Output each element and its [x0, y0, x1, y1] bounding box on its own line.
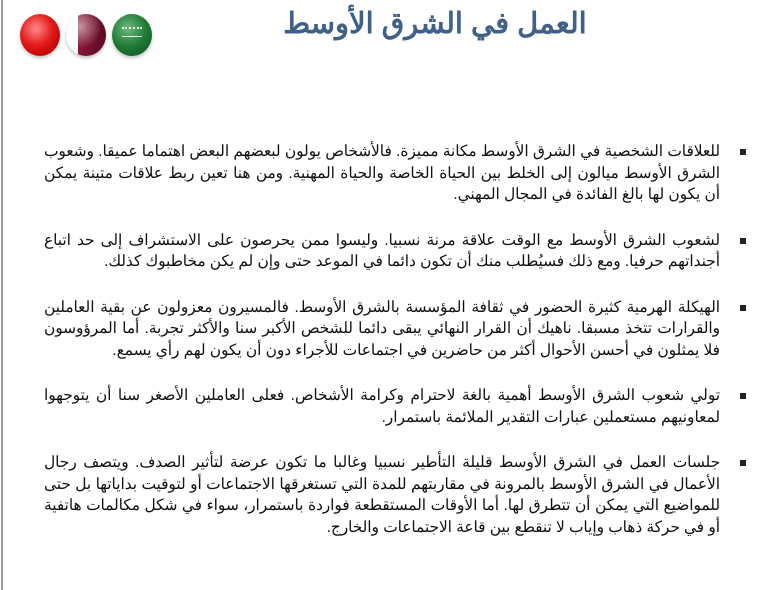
list-item-text: لشعوب الشرق الأوسط مع الوقت علاقة مرنة نسبيا. وليسوا ممن يحرصون على الاستشراف إلى حد اتباع أجنداتهم حرفيا. ومع ذلك فسيُطلب منك أن تكون دائما في الموعد حتى وإن لم يكن مخاطبوك كذلك.: [44, 231, 720, 270]
bullet-icon: [740, 305, 746, 311]
saudi-arabia-flag-icon: [112, 14, 152, 56]
list-item: [44, 297, 754, 362]
list-item-text: للعلاقات الشخصية في الشرق الأوسط مكانة مميزة. فالأشخاص يولون لبعضهم البعض اهتماما عميقا. وشعوب الشرق الأوسط ميالون إلى الخلط بين الحياة الخاصة والحياة المهنية. ومن هنا تعين ربط علاقات متينة يمكن أن يكون لها بالغ الفائدة في المجال المهني.: [44, 143, 720, 203]
list-item: [44, 385, 754, 428]
qatar-flag-icon: [66, 14, 106, 56]
page-title: العمل في الشرق الأوسط: [283, 8, 587, 40]
list-item: [44, 230, 754, 273]
list-item: [44, 141, 754, 206]
bahrain-flag-icon: [20, 14, 60, 56]
left-border: [1, 0, 3, 590]
list-item-text: تولي شعوب الشرق الأوسط أهمية بالغة لاحترام وكرامة الأشخاص. فعلى العاملين الأصغر سنا أن يتوجهوا لمعاونيهم مستعملين عبارات التقدير الملائمة باستمرار.: [44, 387, 720, 426]
bullet-icon: [740, 149, 746, 155]
list-item-text: الهيكلة الهرمية كثيرة الحضور في ثقافة المؤسسة بالشرق الأوسط. فالمسيرون معزولون عن بقية العاملين والقرارات تتخذ مسبقا. ناهيك أن القرار النهائي يبقى دائما للشخص الأكبر سنا والأكثر تجربة. أما المرؤوسون فلا يمثلون في أحسن الأحوال أكثر من حاضرين في اجتماعات للأجراء دون أن يكون لهم رأي يسمع.: [44, 298, 720, 359]
bullet-icon: [740, 460, 746, 466]
list-item: [44, 452, 754, 538]
flags-group: [20, 14, 152, 56]
bullet-list: [44, 141, 754, 562]
bullet-icon: [740, 393, 746, 399]
bullet-icon: [740, 238, 746, 244]
list-item-text: جلسات العمل في الشرق الأوسط قليلة التأطير نسبيا وغالبا ما تكون عرضة لتأثير الصدف. ويتصف رجال الأعمال في الشرق الأوسط بالمرونة في مقاربتهم للمدة التي تستغرقها الاجتماعات أو لتوقيت بداياتها بل حتى للمواضيع التي يمكن أن تتطرق لها. أما الأوقات المستقطعة فواردة باستمرار، سواء في شكل مكالمات هاتفية أو في حركة ذهاب وإياب لا تنقطع بين قاعة الاجتماعات والخارج.: [44, 454, 720, 536]
